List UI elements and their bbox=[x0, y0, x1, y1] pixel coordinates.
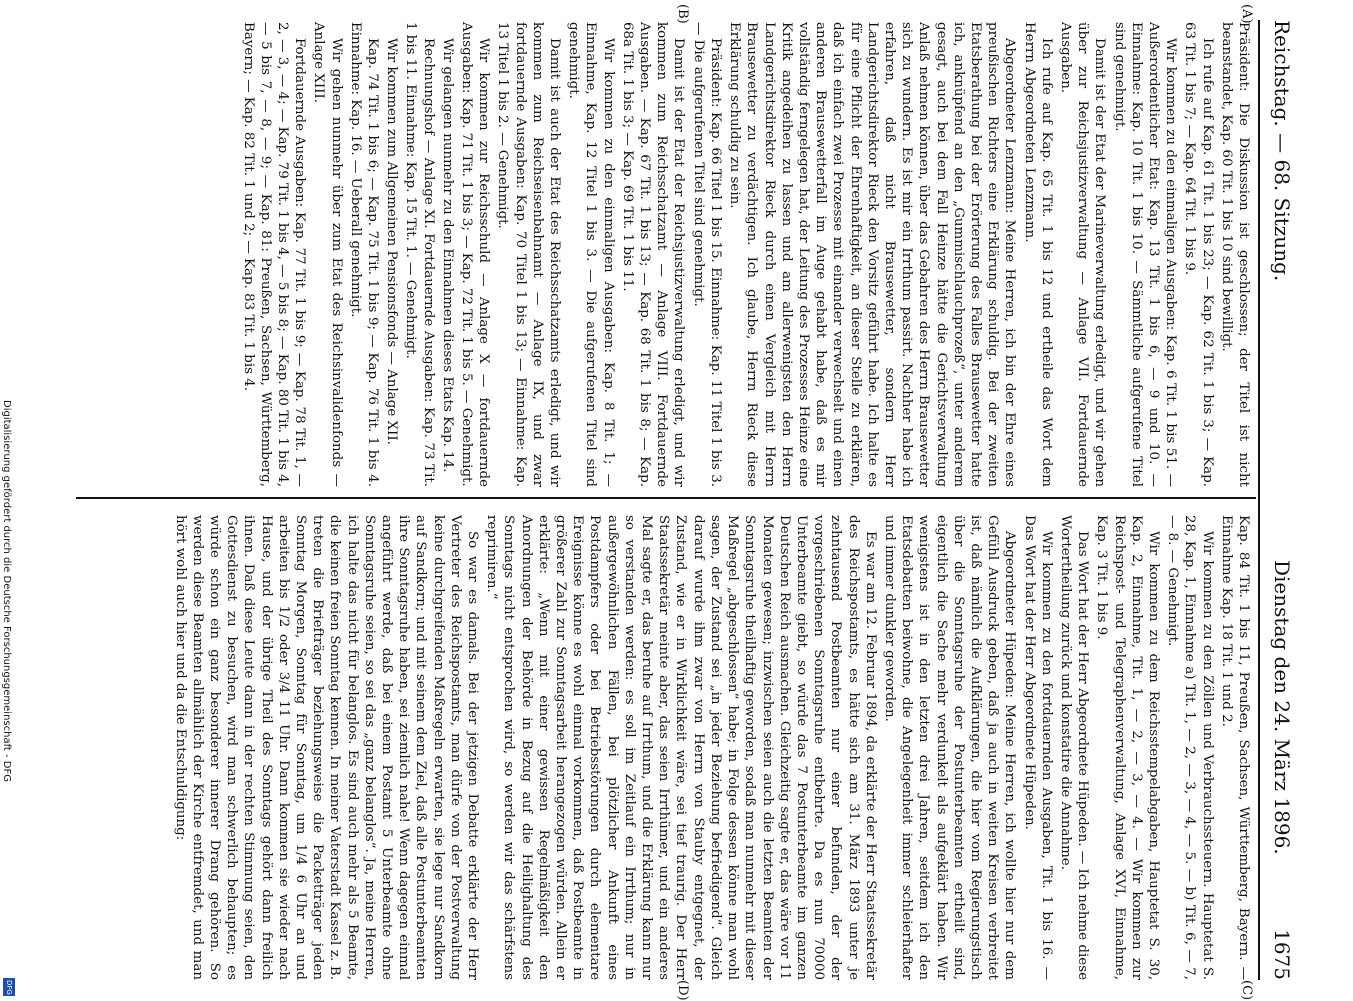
paragraph: Kap. 84 Tit. 1 bis 11, Preußen, Sachsen, Württemberg, Bayern. — Einnahme Kap. 18 Tit. 1 und 2. bbox=[1218, 515, 1251, 980]
header-date: Dienstag den 24. März 1896. bbox=[1270, 560, 1294, 855]
left-column bbox=[237, 22, 1252, 487]
paragraph: Präsident: Kap. 66 Titel 1 bis 15. Einnahme: Kap. 11 Titel 1 bis 3. — Die aufgerufenen Titel sind genehmigt. bbox=[690, 22, 723, 487]
paragraph: Wir kommen zu den einmaligen Ausgaben: Kap. 6 Tit. 1 bis 51. — Außerordentlicher Etat: Kap. 13 Tit. 1 bis 6, — 9 und 10. — Einnahme: Kap. 10 Tit. 1 bis 10. — Sämmtliche aufgerufene Titel sind genehmigt. bbox=[1111, 22, 1179, 487]
paragraph: Ich rufe auf Kap. 61 Tit. 1 bis 23; — Kap. 62 Tit. 1 bis 3; — Kap. 63 Tit. 1 bis 7; — Kap. 64 Tit. 1 bis 9. bbox=[1182, 22, 1215, 487]
margin-mark-b: (B) bbox=[675, 4, 690, 24]
dfg-logo-icon: DFG bbox=[5, 979, 13, 995]
paragraph: Präsident: Die Diskussion ist geschlossen; der Titel ist nicht beanstandet, Kap. 60 Tit. 1 bis 10 sind bewilligt. bbox=[1218, 22, 1251, 487]
column-divider bbox=[76, 497, 1256, 499]
paragraph: Damit ist auch der Etat des Reichsschatzamts erledigt, und wir kommen zum Reichseisenbahnamt — Anlage IX, und zwar fortdauernde Ausgaben: Kap. 70 Titel 1 bis 13; — Einnahme: Kap. 13 Titel 1 bis 2. — Genehmigt. bbox=[495, 22, 563, 487]
document-page bbox=[60, 0, 1300, 1000]
header-left: Reichstag. — 68. Sitzung. bbox=[1270, 20, 1294, 282]
paragraph: Wir kommen zu dem Reichsstempelabgaben, Hauptetat S. 30, Kap. 2, Einnahme, Tit. 1, — 2, — 3, — 4. — Wir kommen zur Reichspost- und Telegraphenverwaltung, Anlage XVI, Einnahme, Kap. 3 Tit. 1 bis 9. bbox=[1094, 515, 1161, 980]
header-rule bbox=[1258, 20, 1260, 980]
digitization-footer bbox=[2, 394, 14, 994]
footer-credit: Digitalisierung gefördert durch die Deutsche Forschungsgemeinschaft - DFG bbox=[1, 400, 12, 783]
margin-mark-c: (C) bbox=[1239, 980, 1254, 1001]
paragraph: Ich rufe auf Kap. 65 Tit. 1 bis 12 und ertheile das Wort dem Herrn Abgeordneten Lenzmann. bbox=[1021, 22, 1054, 487]
right-column bbox=[169, 515, 1252, 980]
margin-mark-a: (A) bbox=[1239, 4, 1254, 24]
paragraph: Abgeordneter Lenzmann: Meine Herren, ich bin der Ehre eines preußischen Richters eine Erklärung schuldig. Bei der zweiten Etatsberathung bei der Erörterung des Falles Brausewetter hatte ich, anknüpfend an den „Gummischlauchprozeß“, unter anderem gesagt, auch bei dem Fall Heinze hätte die Gerichtsverwaltung Anlaß nehmen können, über das Gebahren des Herrn Brausewetter sich zu wundern. Es ist mir ein Irrthum passirt. Nachher habe ich erfahren, daß nicht Brausewetter, sondern Herr Landgerichtsdirektor Rieck den Vorsitz geführt habe. Ich halte es für eine Pflicht der Ehrenhaftigkeit, an dieser Stelle zu erklären, daß ich einfach zwei Prozesse mit einander verwechselt und einen anderen Brausewetterfall im Auge gehabt habe, daß es mir vollständig ferngelegen hat, der Leitung des Prozesses Heinze eine Kritik angedeihen zu lassen und am allerwenigsten den Herrn Landgerichtsdirektor Rieck durch einen Vergleich mit Herrn Brausewetter zu verdächtigen. Ich glaube, Herrn Rieck diese Erklärung schuldig zu sein. bbox=[727, 22, 1018, 487]
paragraph: Wir kommen zur Reichsschuld — Anlage X — fortdauernde Ausgaben: Kap. 71 Tit. 1 bis 3; — Kap. 72 Tit. 1 bis 5. — Genehmigt. bbox=[459, 22, 492, 487]
paragraph: Damit ist der Etat der Marineverwaltung erledigt, und wir gehen über zur Reichsjustizverwaltung — Anlage VII. Fortdauernde Ausgaben. bbox=[1057, 22, 1108, 487]
paragraph: Fortdauernde Ausgaben: Kap. 77 Tit. 1 bis 9; — Kap. 78 Tit. 1, — 2, — 3, — 4; — Kap. 79 Tit. 1 bis 4, — 5 bis 8; — Kap. 80 Tit. 1 bis 4, — 5 bis 7, — 8, — 9; — Kap. 81: Preußen, Sachsen, Württemberg, Bayern; — Kap. 82 Tit. 1 und 2; — Kap. 83 Tit. 1 bis 4. bbox=[240, 22, 308, 487]
paragraph: Kap. 74 Tit. 1 bis 6; — Kap. 75 Tit. 1 bis 9; — Kap. 76 Tit. 1 bis 4. Einnahme: Kap. 16. — Ueberall genehmigt. bbox=[347, 22, 381, 487]
paragraph: Wir kommen zu den Zöllen und Verbrauchssteuern. Hauptetat S. 28, Kap. 1, Einnahme a) Tit. 1, — 2, — 3, — 4, — 5. — b) Tit. 6, — 7, — 8. — Genehmigt. bbox=[1165, 515, 1215, 980]
page-header bbox=[1260, 20, 1294, 980]
page-number: 1675 bbox=[1270, 929, 1294, 980]
margin-mark-d: (D) bbox=[675, 980, 690, 1001]
paragraph: Damit ist der Etat der Reichsjustizverwaltung erledigt, und wir kommen zum Reichsschatzamt — Anlage VIII. Fortdauernde Ausgaben. — Kap. 67 Tit. 1 bis 13; — Kap. 68 Tit. 1 bis 8; — Kap. 68a Tit. 1 bis 3; — Kap. 69 Tit. 1 bis 11. bbox=[619, 22, 687, 487]
paragraph: So war es damals. Bei der jetzigen Debatte erklärte der Herr Vertreter des Reichspostamts, man dürfe von der Postverwaltung keine durchgreifenden Maßregeln erwarten, sie lege nur Sandkorn auf Sandkorn; und mit seinem dem Ziel, daß alle Postunterbeamten ihre Sonntagsruhe haben, sei ziemlich nahe! Wenn dagegen einmal angeführt werde, daß bei einem Postamt 5 Unterbeamte ohne Sonntagsruhe seien, so sei das „ganz belanglos“. Ja, meine Herren, ich halte das nicht für belanglos. Es sind auch mehr als 5 Beamte, die keinen freien Sonntag kennen. In meiner Vaterstadt Kassel z. B. treten die Briefträger beziehungsweise die Packetträger jeden Sonntag Morgen, Sonntag für Sonntag, um 1/4 6 Uhr an und arbeiten bis 1/2 oder 3/4 11 Uhr. Dann kommen sie wieder nach Hause, und der übrige Theil des Sonntags gehört dann freilich ihnen. Daß diese Leute dann in der rechten Stimmung seien, den Gottesdienst zu besuchen, wird man schwerlich behaupten; es würde schon ein ganz besonderer innerer Drang gehören. So werden diese Beamten allmählich der Kirche entfremdet, und man hört wohl auch hier und da die Entschuldigung: bbox=[172, 515, 481, 980]
paragraph: Es war am 12. Februar 1894, da erklärte der Herr Staatssekretär des Reichspostamts, es hätte sich am 31. März 1893 unter je zehntausend Postbeamten nur einer befunden, der der vorgeschriebenen Sonntagsruhe entbehrte. Da es nun 70000 Unterbeamte giebt, so würde das 7 Postunterbeamte im ganzen Deutschen Reich ausmachen. Gleichzeitig sagte er, das wäre vor 11 Monaten gewesen; inzwischen seien auch die letzten Beamten der Sonntagsruhe theilhaftig geworden, sodaß man nunmehr mit dieser Maßregel „abgeschlossen“ habe; in Folge dessen könne man wohl sagen, der Zustand sei „in jeder Beziehung befriedigend“. Gleich darauf wurde ihm zwar von Herrn von Stauby entgegnet, der Zustand, wie er in Wirklichkeit wäre, sei tief traurig. Der Herr Staatssekretär meinte aber, das seien Irrthümer, und ein anderes Mal sagte er, das beruhe auf Irrthum, und die Erklärung kann nur so verstanden werden: es soll im Zeitlauf ein Irrthum; nur in außergewöhnlichen Fällen, bei plötzlicher Ankunft eines Postdampfers oder bei Betriebsstörungen durch elementare Ereignisse könne es wohl einmal vorkommen, daß Postbeamte in größerer Zahl zur Sonntagsarbeit herangezogen würden. Allein er erklärte: „Wenn mit einer gewissen Regelmäßigkeit den Anordnungen der Behörde in Bezug auf die Heilighaltung des Sonntags nicht entsprochen wird, so werden wir das schärfstens reprimiren.“ bbox=[484, 515, 878, 980]
paragraph: Wir gelangen nunmehr zu den Einnahmen dieses Etats Kap. 14. bbox=[439, 38, 455, 473]
paragraph: Rechnungshof — Anlage XI. Fortdauernde Ausgaben: Kap. 73 Tit. 1 bis 11. Einnahme: Kap. 15 Tit. 1. — Genehmigt. bbox=[403, 22, 436, 487]
paragraph: Das Wort hat der Herr Abgeordnete Hüpeden. — Ich nehme diese Wortertheilung zurück und konstatire die Annahme. bbox=[1057, 515, 1091, 980]
paragraph: Wir gehen nunmehr über zum Etat des Reichsinvalidenfonds — Anlage XIII. bbox=[311, 22, 344, 487]
paragraph: Wir kommen zu den einmaligen Ausgaben: Kap. 8 Tit. 1; — Einnahme, Kap. 12 Titel 1 bis 3. — Die aufgerufenen Titel sind genehmigt. bbox=[566, 22, 616, 487]
paragraph: Abgeordneter Hüpeden: Meine Herren, ich wollte hier nur dem Gefühl Ausdruck geben, daß ja auch in weiten Kreisen verbreitet ist, daß nämlich die Aufklärungen, die hier vom Regierungstisch über die Sonntagsruhe der Postunterbeamten ertheilt sind, eigentlich die Sache mehr verdunkelt als aufgeklärt haben. Wir wenigstens ist in den letzten drei Jahren, seitdem ich den Etatsdebatten beiwohne, die Angelegenheit immer schleierhafter und immer dunkler geworden. bbox=[881, 515, 1018, 980]
paragraph: Wir kommen zu den fortdauernden Ausgaben, Tit. 1 bis 16. — Das Wort hat der Herr Abgeordnete Hüpeden. bbox=[1021, 515, 1054, 980]
paragraph: Wir kommen zum Allgemeinen Pensionsfonds — Anlage XII. bbox=[384, 38, 400, 445]
